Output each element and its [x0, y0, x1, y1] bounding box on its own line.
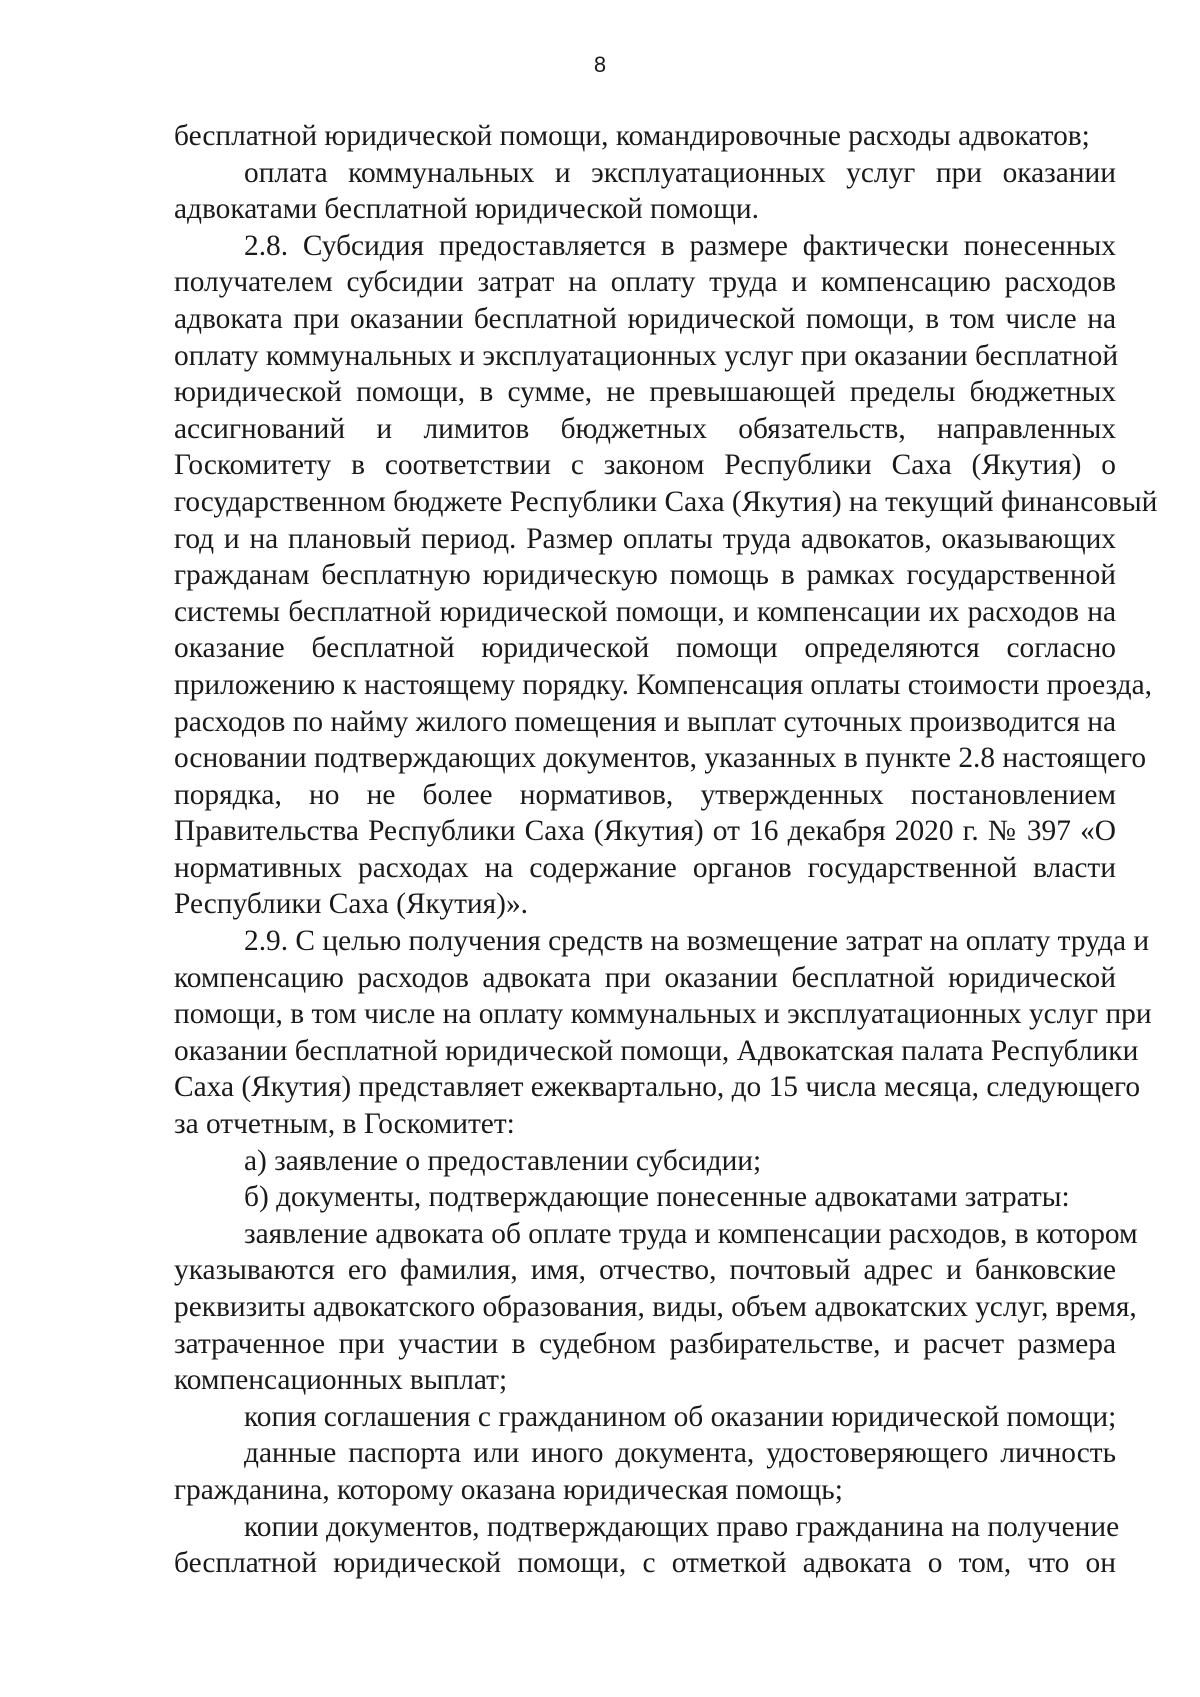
paragraph — [174, 1399, 1116, 1436]
text-line: б) документы, подтверждающие понесенные адвокатами затраты: — [244, 1181, 1070, 1214]
paragraph — [174, 1179, 1116, 1216]
text-line: гражданам бесплатную юридическую помощь в рамках государственной — [174, 559, 1116, 592]
text-line: Саха (Якутия) представляет ежеквартально, до 15 числа месяца, следующего — [174, 1071, 1141, 1104]
text-line: приложению к настоящему порядку. Компенсация оплаты стоимости проезда, — [174, 668, 1152, 701]
text-line: реквизиты адвокатского образования, виды, объем адвокатских услуг, время, — [174, 1291, 1137, 1323]
text-line: год и на плановый период. Размер оплаты труда адвокатов, оказывающих — [174, 522, 1116, 555]
text-line: оплата коммунальных и эксплуатационных услуг при оказании — [244, 156, 1116, 189]
page-number: 8 — [593, 52, 607, 77]
paragraph — [174, 118, 1116, 155]
text-line: расходов по найму жилого помещения и выплат суточных производится на — [174, 705, 1117, 738]
text-line: юридической помощи, в сумме, не превышающей пределы бюджетных — [174, 376, 1116, 409]
paragraph — [174, 923, 1152, 1143]
paragraph — [174, 1509, 1120, 1582]
text-line: помощи, в том числе на оплату коммунальных и эксплуатационных услуг при — [174, 998, 1152, 1031]
text-line: а) заявление о предоставлении субсидии; — [244, 1144, 762, 1177]
text-line: Госкомитету в соответствии с законом Республики Саха (Якутия) о — [174, 449, 1116, 482]
text-line: копия соглашения с гражданином об оказании юридической помощи; — [244, 1400, 1117, 1433]
document-body — [174, 118, 1158, 1582]
text-line: оплату коммунальных и эксплуатационных услуг при оказании бесплатной — [174, 339, 1119, 372]
text-line: адвоката при оказании бесплатной юридической помощи, в том числе на — [174, 302, 1116, 335]
paragraph — [174, 1216, 1138, 1399]
text-line: адвокатами бесплатной юридической помощи. — [174, 193, 759, 226]
text-line: ассигнований и лимитов бюджетных обязательств, направленных — [174, 412, 1116, 445]
text-line: компенсацию расходов адвоката при оказании бесплатной юридической — [174, 961, 1116, 994]
text-line: бесплатной юридической помощи, с отметкой адвоката о том, что он — [174, 1547, 1116, 1580]
text-line: порядка, но не более нормативов, утвержденных постановлением — [174, 778, 1116, 811]
text-line: 2.9. С целью получения средств на возмещение затрат на оплату труда и — [244, 925, 1150, 958]
text-line: данные паспорта или иного документа, удостоверяющего личность — [244, 1437, 1116, 1470]
text-line: компенсационных выплат; — [174, 1364, 508, 1397]
text-line: заявление адвоката об оплате труда и компенсации расходов, в котором — [244, 1217, 1138, 1250]
paragraph — [174, 1435, 1116, 1508]
paragraph — [174, 1143, 1116, 1180]
text-line: 2.8. Субсидия предоставляется в размере фактически понесенных — [244, 229, 1116, 262]
text-line: государственном бюджете Республики Саха (Якутия) на текущий финансовый — [174, 485, 1158, 518]
text-line: бесплатной юридической помощи, командировочные расходы адвокатов; — [174, 120, 1090, 152]
text-line: системы бесплатной юридической помощи, и компенсации их расходов на — [174, 595, 1116, 628]
text-line: Республики Саха (Якутия)». — [174, 888, 529, 921]
paragraph — [174, 228, 1158, 923]
text-line: копии документов, подтверждающих право гражданина на получение — [244, 1510, 1120, 1543]
text-line: гражданина, которому оказана юридическая помощь; — [174, 1473, 843, 1506]
paragraph — [174, 155, 1116, 228]
text-line: указываются его фамилия, имя, отчество, почтовый адрес и банковские — [174, 1254, 1116, 1287]
text-line: за отчетным, в Госкомитет: — [174, 1108, 515, 1141]
text-line: получателем субсидии затрат на оплату труда и компенсацию расходов — [174, 266, 1116, 299]
text-line: затраченное при участии в судебном разбирательстве, и расчет размера — [174, 1327, 1116, 1360]
text-line: оказание бесплатной юридической помощи определяются согласно — [174, 632, 1116, 665]
text-line: нормативных расходах на содержание органов государственной власти — [174, 851, 1116, 884]
text-line: оказании бесплатной юридической помощи, Адвокатская палата Республики — [174, 1034, 1139, 1067]
text-line: основании подтверждающих документов, указанных в пункте 2.8 настоящего — [174, 742, 1147, 775]
text-line: Правительства Республики Саха (Якутия) от 16 декабря 2020 г. № 397 «О — [174, 815, 1116, 848]
